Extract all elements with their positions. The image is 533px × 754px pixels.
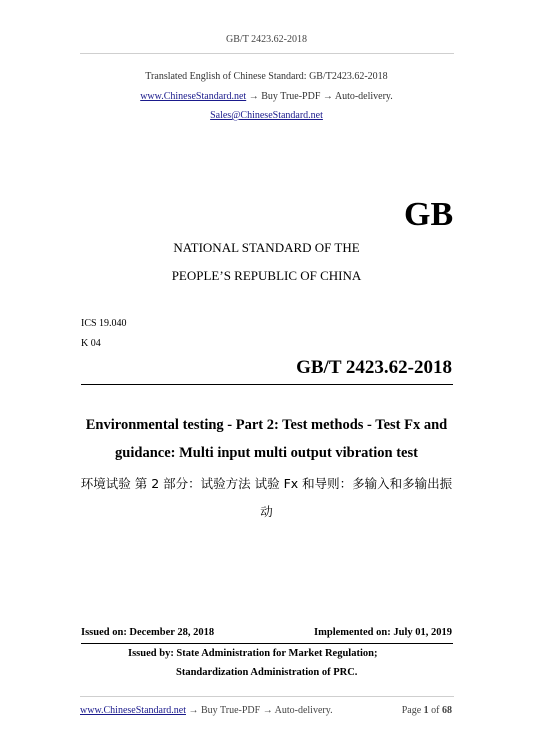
issued-by-line1: Issued by: State Administration for Market Regulation; [128,648,378,659]
footer-divider [80,696,454,697]
header-divider [80,53,454,54]
page-current: 1 [423,705,429,716]
buy-line [0,91,533,102]
page-total: 68 [442,705,452,716]
sales-line [0,110,533,121]
running-header: GB/T 2423.62-2018 [226,34,307,45]
standard-number-rule [81,384,453,385]
page-indicator [402,705,452,716]
ics-code: ICS 19.040 [81,318,127,329]
translated-line: Translated English of Chinese Standard: GB/T2423.62-2018 [145,71,388,82]
dates-rule [81,643,453,644]
title-cn-line1: 环境试验 第 2 部分：试验方法 试验 Fx 和导则：多输入和多输出振 [80,476,453,491]
issued-by-line2: Standardization Administration of PRC. [176,667,358,678]
page-of: of [431,705,440,716]
buy-text: → Buy True-PDF → Auto-delivery. [246,91,393,102]
footer-site-link[interactable]: www.ChineseStandard.net [80,705,186,716]
page-label: Page [401,705,422,716]
gb-logo: GB [404,196,454,233]
k-code: K 04 [81,338,101,349]
title-cn-line2: 动 [260,504,273,519]
national-standard-line2: PEOPLE’S REPUBLIC OF CHINA [171,268,362,283]
national-standard-line1: NATIONAL STANDARD OF THE [173,240,360,255]
footer-buy-text: → Buy True-PDF → Auto-delivery. [186,705,333,716]
issued-on: Issued on: December 28, 2018 [81,627,215,638]
implemented-on: Implemented on: July 01, 2019 [314,627,452,638]
title-en-line2: guidance: Multi input multi output vibration test [115,445,418,461]
site-link[interactable]: www.ChineseStandard.net [140,91,247,102]
sales-email-link[interactable]: Sales@ChineseStandard.net [210,110,323,121]
footer-buy-line [80,705,333,716]
standard-number: GB/T 2423.62-2018 [296,357,452,378]
title-en-line1: Environmental testing - Part 2: Test methods - Test Fx and [85,417,448,433]
